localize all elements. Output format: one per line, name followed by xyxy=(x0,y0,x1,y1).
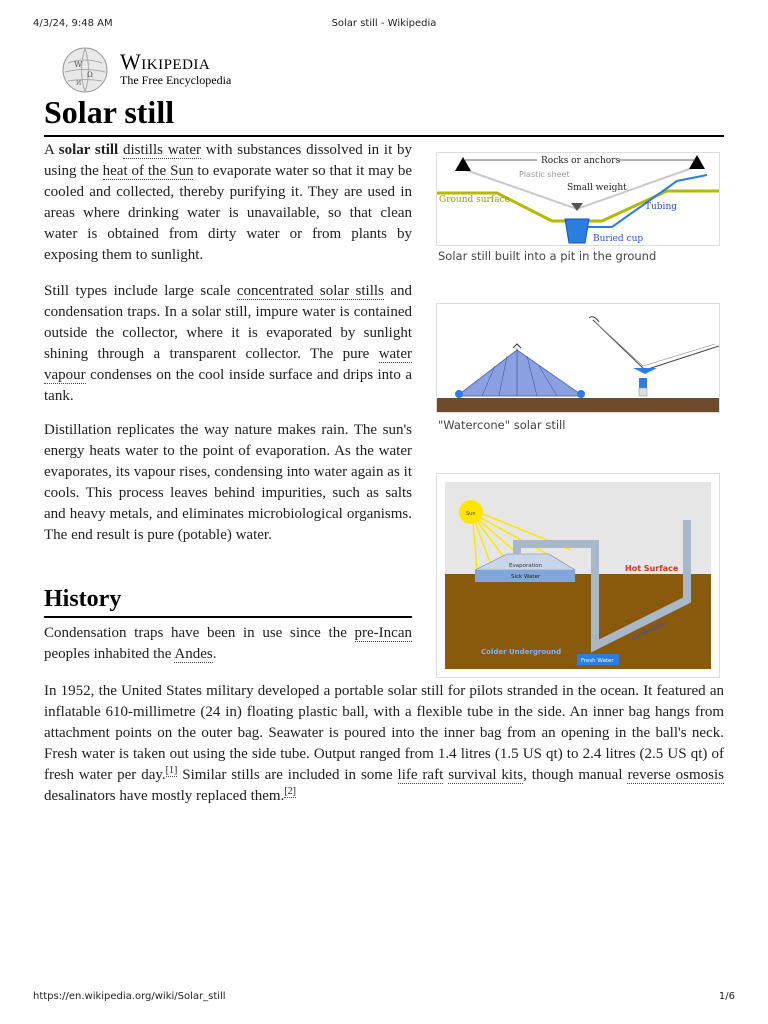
label-tubing: Tubing xyxy=(645,202,677,212)
label-condensation: Condensation xyxy=(631,620,669,642)
label-rocks: Rocks or anchors xyxy=(541,156,621,166)
print-tab-title: Solar still - Wikipedia xyxy=(331,18,437,29)
link-water-vapour[interactable]: water vapour xyxy=(44,346,412,383)
figure-pit-still[interactable] xyxy=(436,152,720,246)
wikipedia-wordmark: Wikipedia xyxy=(120,49,211,74)
label-fresh-water: Fresh Water xyxy=(581,658,614,664)
wikipedia-tagline: The Free Encyclopedia xyxy=(120,73,232,87)
wikipedia-logo[interactable] xyxy=(60,45,260,95)
watercone-diagram xyxy=(437,304,719,412)
caption-watercone: "Watercone" solar still xyxy=(438,418,566,432)
intro-paragraph-2: Still types include large scale concentrated solar stills and condensation traps. In a solar still, impure water is contained outside the collector, where it is evaporated by sunlight shining through a transparent collector. The pure water vapour condenses on the cool inside surface and drips into a tank. xyxy=(44,283,412,404)
citation-1[interactable]: [1] xyxy=(165,765,178,776)
link-concentrated-solar-stills[interactable]: concentrated solar stills xyxy=(236,283,384,299)
svg-text:И: И xyxy=(76,80,82,87)
label-colder-underground: Colder Underground xyxy=(481,648,562,656)
bold-term: solar still xyxy=(58,142,119,158)
print-page-number: 1/6 xyxy=(718,991,735,1002)
history-paragraph-1: Condensation traps have been in use since the pre-Incan peoples inhabited the Andes. xyxy=(44,625,412,662)
svg-text:W: W xyxy=(74,60,83,69)
wikipedia-globe-icon xyxy=(60,45,110,95)
condensation-diagram xyxy=(437,474,719,677)
link-survival-kits[interactable]: survival kits xyxy=(448,767,524,783)
label-ground: Ground surface xyxy=(439,195,510,205)
page-title: Solar still xyxy=(44,93,724,137)
caption-pit-still: Solar still built into a pit in the ground xyxy=(438,249,657,263)
print-footer xyxy=(33,991,735,1005)
section-heading-history: History xyxy=(44,584,412,618)
pit-still-diagram xyxy=(437,153,719,245)
label-plastic: Plastic sheet xyxy=(519,170,570,179)
citation-2[interactable]: [2] xyxy=(284,786,297,797)
print-header xyxy=(33,18,735,32)
intro-paragraph-1: A solar still distills water with substances dissolved in it by using the heat of the Sun to evaporate water so that it may be cooled and collected, thereby purifying it. They are used in areas where drinking water is unavailable, so that clean water is obtained from dirty water or from plants by exposing them to sunlight. xyxy=(44,142,412,263)
link-heat-of-the-sun[interactable]: heat of the Sun xyxy=(102,163,194,179)
label-hot-surface: Hot Surface xyxy=(625,564,679,573)
label-sick-water: Sick Water xyxy=(511,574,541,580)
figure-condensation-diagram[interactable] xyxy=(436,473,720,678)
link-life-raft[interactable]: life raft xyxy=(397,767,444,783)
label-evaporation: Evaporation xyxy=(509,563,543,569)
label-cup: Buried cup xyxy=(593,234,644,244)
link-reverse-osmosis[interactable]: reverse osmosis xyxy=(627,767,725,783)
link-pre-incan[interactable]: pre-Incan xyxy=(354,625,412,641)
figure-watercone[interactable] xyxy=(436,303,720,413)
print-date: 4/3/24, 9:48 AM xyxy=(33,18,113,29)
link-distills-water[interactable]: distills water xyxy=(122,142,202,158)
svg-text:Ω: Ω xyxy=(87,71,93,79)
intro-paragraph-3: Distillation replicates the way nature makes rain. The sun's energy heats water to the point of evaporation. As the water evaporates, its vapour rises, condensing into water again as it cools. This process leaves behind impurities, such as salts and heavy metals, and eliminates microbiological organisms. The end result is pure (potable) water. xyxy=(44,422,412,543)
label-weight: Small weight xyxy=(567,183,627,193)
label-sun: Sun xyxy=(466,511,476,517)
history-paragraph-2: In 1952, the United States military developed a portable solar still for pilots stranded in the ocean. It featured an inflatable 610-millimetre (24 in) floating plastic ball, with a flexible tube in the side. An inner bag hangs from attachment points on the outer bag. Seawater is poured into the inner bag from an opening in the ball's neck. Fresh water is taken out using the side tube. Output ranged from 1.4 litres (1.5 US qt) to 2.4 litres (2.5 US qt) of fresh water per day.[1] Similar stills are included in some life raft survival kits, though manual reverse osmosis desalinators have mostly replaced them.[2] xyxy=(44,683,725,804)
link-andes[interactable]: Andes xyxy=(174,646,213,662)
print-url[interactable]: https://en.wikipedia.org/wiki/Solar_still xyxy=(33,991,226,1002)
